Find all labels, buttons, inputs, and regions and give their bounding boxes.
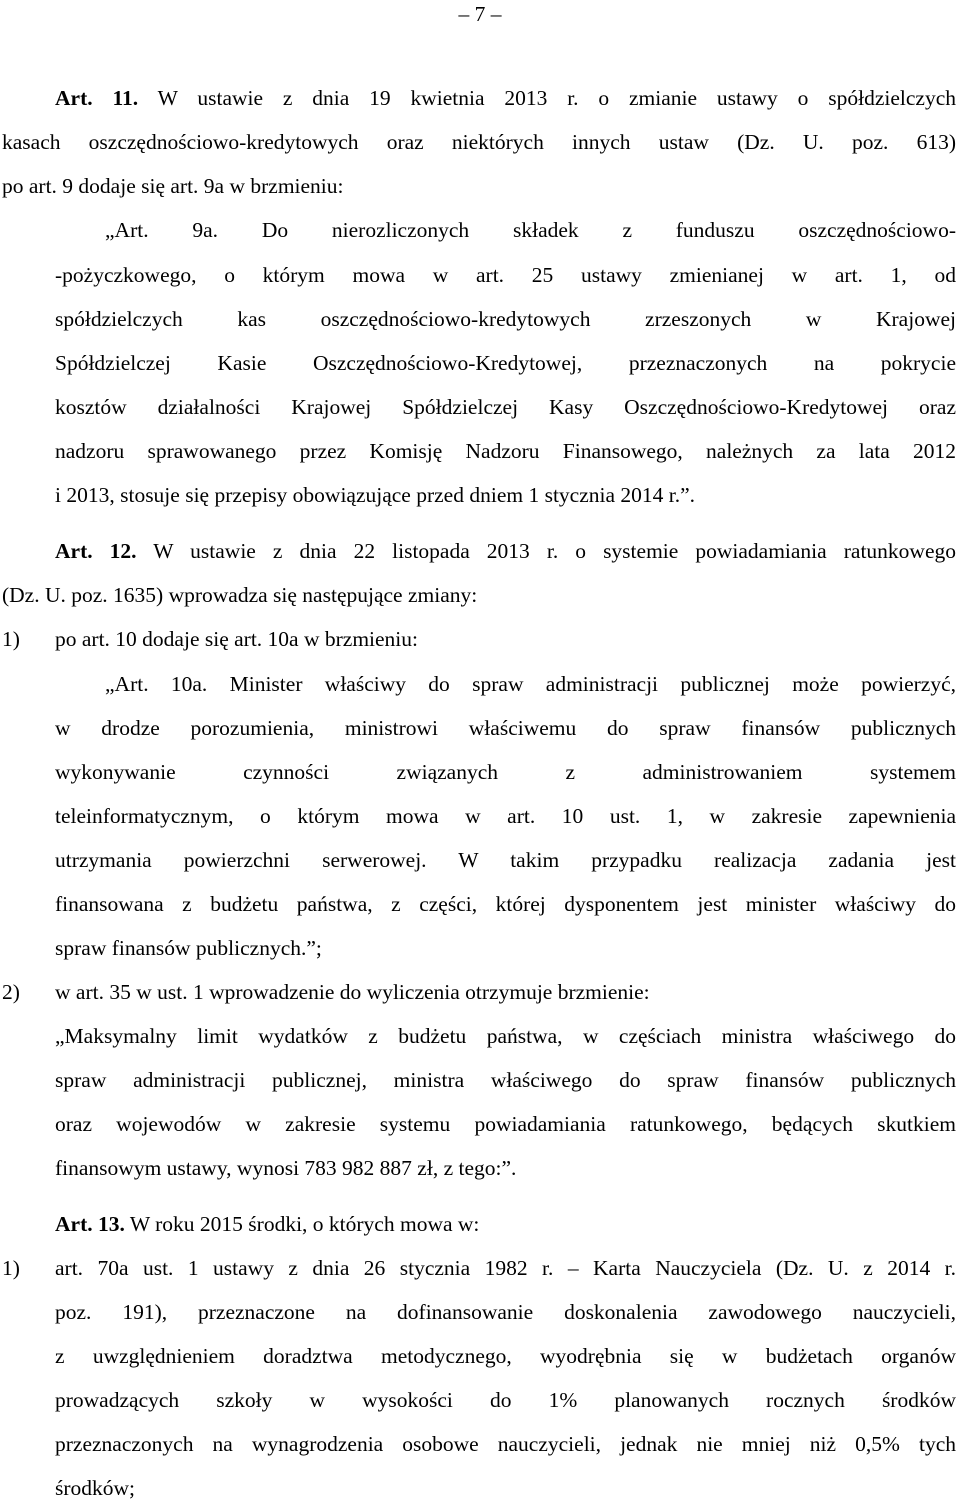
art12-point-2-quote-line-4: finansowym ustawy, wynosi 783 982 887 zł, z tego:”.: [55, 1156, 517, 1180]
art11-quote-line-6: nadzoru sprawowanego przez Komisję Nadzoru Finansowego, należnych za lata 2012: [55, 439, 956, 463]
art11-line-1-text: W ustawie z dnia 19 kwietnia 2013 r. o zmianie ustawy o spółdzielczych: [157, 86, 956, 110]
art11-quote-line-1: „Art. 9a. Do nierozliczonych składek z funduszu oszczędnościowo-: [105, 218, 956, 242]
art13-line-1: [55, 1210, 479, 1238]
art13-point-1-line-4: prowadzących szkoły w wysokości do 1% planowanych rocznych środków: [55, 1388, 956, 1412]
art11-quote-line-7: i 2013, stosuje się przepisy obowiązujące przed dniem 1 stycznia 2014 r.”.: [55, 483, 696, 507]
art12-point-1-quote-line-3: wykonywanie czynności związanych z administrowaniem systemem: [55, 760, 956, 784]
art12-line-2: (Dz. U. poz. 1635) wprowadza się następujące zmiany:: [2, 583, 478, 607]
art13-point-1-line-2: poz. 191), przeznaczone na dofinansowanie doskonalenia zawodowego nauczycieli,: [55, 1300, 956, 1324]
art12-point-2-text: w art. 35 w ust. 1 wprowadzenie do wyliczenia otrzymuje brzmienie:: [55, 980, 650, 1004]
art12-point-1-quote-line-4: teleinformatycznym, o którym mowa w art. 10 ust. 1, w zakresie zapewnienia: [55, 804, 956, 828]
art12-point-2-number: 2): [2, 980, 20, 1004]
art13-line-1-text: W roku 2015 środki, o których mowa w:: [129, 1212, 480, 1236]
art11-quote-line-4: Spółdzielczej Kasie Oszczędnościowo-Kredytowej, przeznaczonych na pokrycie: [55, 351, 956, 375]
art13-point-1-line-1: art. 70a ust. 1 ustawy z dnia 26 stycznia 1982 r. – Karta Nauczyciela (Dz. U. z 2014 r.: [55, 1256, 956, 1280]
art11-line-1: [55, 84, 956, 112]
art12-point-2-quote-line-1: „Maksymalny limit wydatków z budżetu państwa, w częściach ministra właściwego do: [55, 1024, 956, 1048]
art12-point-1-quote-line-1: „Art. 10a. Minister właściwy do spraw administracji publicznej może powierzyć,: [105, 672, 956, 696]
art11-quote-line-3: spółdzielczych kas oszczędnościowo-kredytowych zrzeszonych w Krajowej: [55, 307, 956, 331]
art12-point-1-quote-line-6: finansowana z budżetu państwa, z części, której dysponentem jest minister właściwy do: [55, 892, 956, 916]
art12-point-1-number: 1): [2, 627, 20, 651]
art12-line-1-text: W ustawie z dnia 22 listopada 2013 r. o systemie powiadamiania ratunkowego: [153, 539, 956, 563]
art11-quote-line-2: -pożyczkowego, o którym mowa w art. 25 ustawy zmienianej w art. 1, od: [55, 263, 956, 287]
art12-point-1-text: po art. 10 dodaje się art. 10a w brzmieniu:: [55, 627, 419, 651]
art11-line-3: po art. 9 dodaje się art. 9a w brzmieniu:: [2, 174, 344, 198]
art12-point-1-quote-line-2: w drodze porozumienia, ministrowi właściwemu do spraw finansów publicznych: [55, 716, 956, 740]
art12-point-2-quote-line-2: spraw administracji publicznej, ministra właściwego do spraw finansów publicznych: [55, 1068, 956, 1092]
page-number: – 7 –: [458, 2, 502, 26]
art13-label: Art. 13.: [55, 1212, 125, 1236]
art13-point-1-line-6: środków;: [55, 1476, 136, 1500]
art12-label: Art. 12.: [55, 539, 137, 563]
art13-point-1-line-5: przeznaczonych na wynagrodzenia osobowe nauczycieli, jednak nie mniej niż 0,5% tych: [55, 1432, 956, 1456]
art12-point-1-quote-line-7: spraw finansów publicznych.”;: [55, 936, 322, 960]
art12-point-2-quote-line-3: oraz wojewodów w zakresie systemu powiadamiania ratunkowego, będących skutkiem: [55, 1112, 956, 1136]
art13-point-1-line-3: z uwzględnieniem doradztwa metodycznego, wyodrębnia się w budżetach organów: [55, 1344, 956, 1368]
art12-line-1: [55, 537, 956, 565]
art11-label: Art. 11.: [55, 86, 139, 110]
art11-line-2: kasach oszczędnościowo-kredytowych oraz niektórych innych ustaw (Dz. U. poz. 613): [2, 130, 956, 154]
art13-point-1-number: 1): [2, 1256, 20, 1280]
art11-quote-line-5: kosztów działalności Krajowej Spółdzielczej Kasy Oszczędnościowo-Kredytowej oraz: [55, 395, 956, 419]
art12-point-1-quote-line-5: utrzymania powierzchni serwerowej. W takim przypadku realizacja zadania jest: [55, 848, 956, 872]
